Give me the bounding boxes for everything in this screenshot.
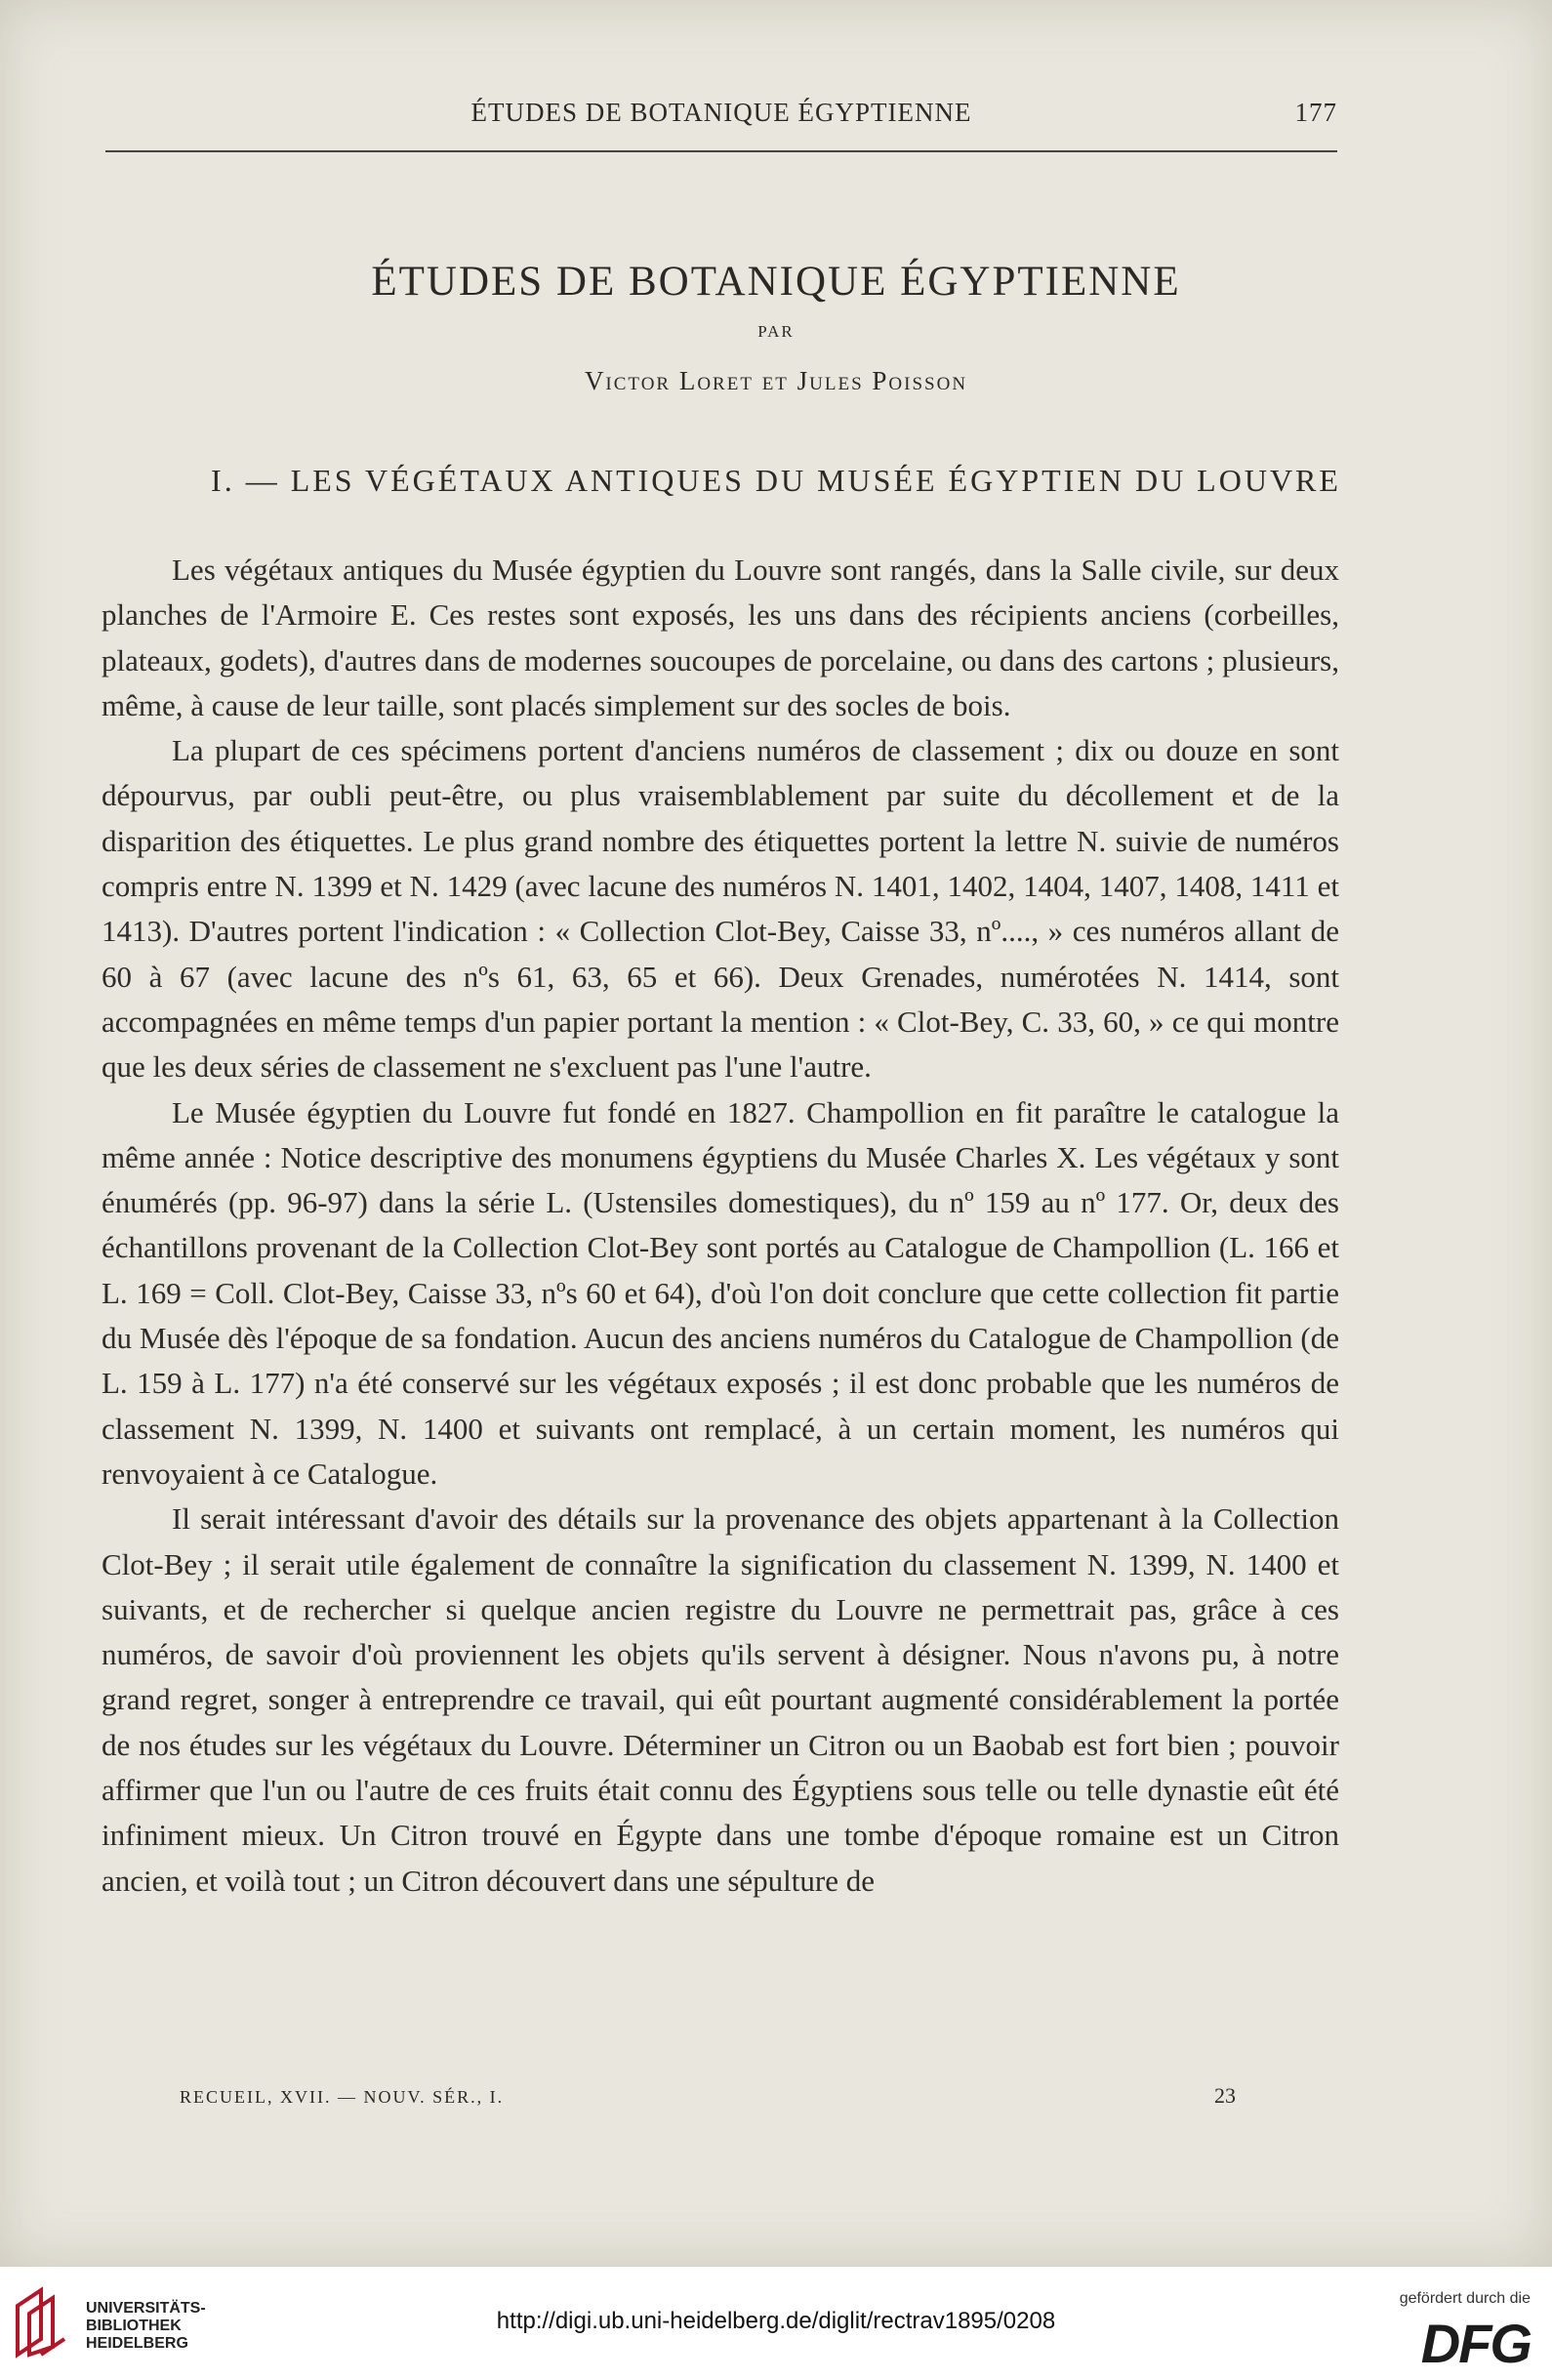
permalink-url[interactable]: http://digi.ub.uni-heidelberg.de/diglit/rectrav1895/0208 <box>496 2308 1056 2334</box>
funding-caption: gefördert durch die <box>1399 2290 1531 2307</box>
paragraph: Les végétaux antiques du Musée égyptien du Louvre sont rangés, dans la Salle civile, sur deux planches de l'Armoire E. Ces restes sont exposés, les uns dans des récipients anciens (corbeilles, plateaux, godets), d'autres dans de modernes soucoupes de porcelaine, ou dans des cartons ; plusieurs, même, à cause de leur taille, sont placés simplement sur des socles de bois. <box>102 553 1339 722</box>
paragraph: Le Musée égyptien du Louvre fut fondé en 1827. Champollion en fit paraître le catalogue la même année : Notice descriptive des monumens égyptiens du Musée Charles X. Les végétaux y sont énumérés (pp. 96-97) dans la série L. (Ustensiles domestiques), du nº 159 au nº 177. Or, deux des échantillons provenant de la Collection Clot-Bey sont portés au Catalogue de Champollion (L. 166 et L. 169 = Coll. Clot-Bey, Caisse 33, nºs 60 et 64), d'où l'on doit conclure que cette collection fit partie du Musée dès l'époque de sa fondation. Aucun des anciens numéros du Catalogue de Champollion (de L. 159 à L. 177) n'a été conservé sur les végétaux exposés ; il est donc probable que les numéros de classement N. 1399, N. 1400 et suivants ont remplacé, à un certain moment, les numéros qui renvoyaient à ce Catalogue. <box>102 1094 1339 1491</box>
body-text <box>102 548 1339 1904</box>
running-head <box>105 98 1337 137</box>
running-title: ÉTUDES DE BOTANIQUE ÉGYPTIENNE <box>470 98 972 127</box>
digitization-footer <box>0 2267 1552 2380</box>
by-line: PAR <box>757 322 795 341</box>
page-number: 177 <box>1294 98 1337 127</box>
paragraph: Il serait intéressant d'avoir des détails sur la provenance des objets appartenant à la Collection Clot-Bey ; il serait utile également de connaître la signification du classement N. 1399, N. 1400 et suivants, et de rechercher si quelque ancien registre du Louvre ne permettrait pas, grâce à ces numéros, de savoir d'où proviennent les objets qu'ils servent à désigner. Nous n'avons pu, à notre grand regret, songer à entreprendre ce travail, qui eût pourtant augmenté considérablement la portée de nos études sur les végétaux du Louvre. Déterminer un Citron ou un Baobab est fort bien ; pouvoir affirmer que l'un ou l'autre de ces fruits était connu des Égyptiens sous telle ou telle dynastie eût été infiniment mieux. Un Citron trouvé en Égypte dans une tombe d'époque romaine est un Citron ancien, et voilà tout ; un Citron découvert dans une sépulture de <box>102 1501 1339 1898</box>
footer-signature-number: 23 <box>1214 2083 1236 2108</box>
footer-signature: RECUEIL, XVII. — NOUV. SÉR., I. <box>180 2087 505 2107</box>
article-title: ÉTUDES DE BOTANIQUE ÉGYPTIENNE <box>371 259 1181 305</box>
paragraph: La plupart de ces spécimens portent d'anciens numéros de classement ; dix ou douze en sont dépourvus, par oubli peut-être, ou plus vraisemblablement par suite du décollement et de la disparition des étiquettes. Le plus grand nombre des étiquettes portent la lettre N. suivie de numéros compris entre N. 1399 et N. 1429 (avec lacune des numéros N. 1401, 1402, 1404, 1407, 1408, 1411 et 1413). D'autres portent l'indication : « Collection Clot-Bey, Caisse 33, nº...., » ces numéros allant de 60 à 67 (avec lacune des nºs 61, 63, 65 et 66). Deux Grenades, numérotées N. 1414, sont accompagnées en même temps d'un papier portant la mention : « Clot-Bey, C. 33, 60, » ce qui montre que les deux séries de classement ne s'excluent pas l'une l'autre. <box>102 733 1339 1085</box>
library-name: UNIVERSITÄTS- BIBLIOTHEK HEIDELBERG <box>86 2300 206 2352</box>
dfg-logo: DFG <box>1420 2313 1531 2374</box>
section-title: I. — LES VÉGÉTAUX ANTIQUES DU MUSÉE ÉGYPTIEN DU LOUVRE <box>211 463 1341 498</box>
authors: Victor Loret et Jules Poisson <box>584 366 968 395</box>
header-rule <box>105 150 1337 152</box>
